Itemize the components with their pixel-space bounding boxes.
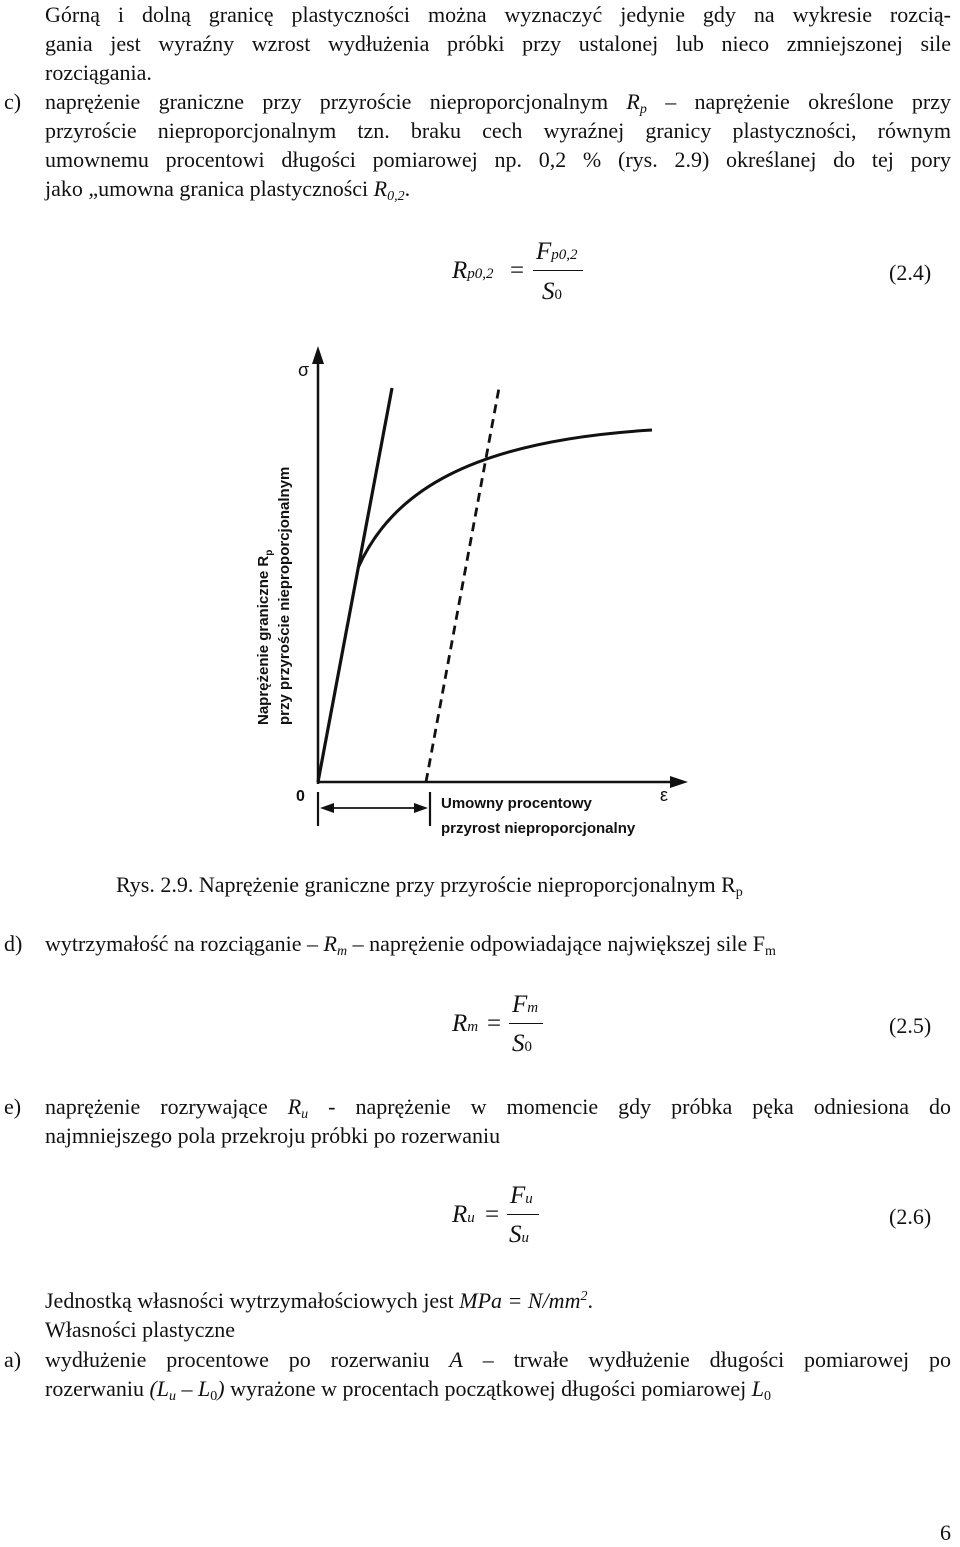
item-a-line-1: wydłużenie procentowe po rozerwaniu A – trwałe wydłużenie długości pomiarowej po bbox=[45, 1347, 951, 1372]
plastic-properties-heading: Własności plastyczne bbox=[45, 1317, 235, 1342]
eq26-numerator: Fu bbox=[510, 1182, 533, 1209]
figure-caption: Rys. 2.9. Naprężenie graniczne przy przyroście nieproporcjonalnym $R_p$ bbox=[116, 872, 743, 900]
item-c-line-2: przyroście nieproporcjonalnym tzn. braku cech wyraźnej granicy plastyczności, równym bbox=[45, 118, 951, 143]
eq26-fraction-bar bbox=[507, 1214, 539, 1215]
symbol-r: R bbox=[626, 89, 640, 114]
elastic-line bbox=[318, 388, 392, 782]
item-d-label: d) bbox=[4, 931, 23, 956]
sigma-label: σ bbox=[298, 360, 310, 380]
item-e-line-1: naprężenie rozrywające $R_u$ - naprężenie w momencie gdy próbka pęka odniesiona do bbox=[45, 1094, 952, 1122]
eq26-number: (2.6) bbox=[889, 1204, 932, 1229]
item-a-line-2: rozerwaniu $(L_u - L_0)$ wyrażone w procentach początkowej długości pomiarowej $L_0$ bbox=[45, 1376, 772, 1404]
eq25-lhs: Rm bbox=[452, 1010, 479, 1037]
x-label-line-2: przyrost nieproporcjonalny bbox=[441, 820, 636, 837]
stress-strain-curve bbox=[358, 430, 652, 568]
eq25-fraction-bar bbox=[509, 1023, 543, 1024]
item-c-line-3: umownemu procentowi długości pomiarowej np. 0,2 % (rys. 2.9) określanej do tej pory bbox=[45, 147, 951, 172]
intro-line-3: rozciągania. bbox=[45, 60, 152, 85]
bracket-right-arrow bbox=[414, 803, 428, 813]
y-label-line-1: Naprężenie graniczne $R_p$ bbox=[255, 549, 275, 725]
epsilon-label: ε bbox=[660, 785, 669, 805]
eq26-lhs: Ru bbox=[452, 1201, 475, 1228]
eq26-denominator: Su bbox=[509, 1221, 529, 1248]
eq24-numerator: Fp0,2 bbox=[536, 238, 578, 265]
eq24-denominator: S0 bbox=[542, 278, 562, 305]
bracket-left-arrow bbox=[320, 803, 334, 813]
intro-line-2: gania jest wyraźny wzrost wydłużenia próbki przy ustalonej lub nieco zmniejszonej sile bbox=[45, 31, 951, 56]
item-c-line-1: naprężenie graniczne przy przyroście nieproporcjonalnym $R_p$ – naprężenie określone przy bbox=[45, 89, 951, 117]
y-label-line-2: przy przyroście nieproporcjonalnym bbox=[276, 466, 293, 725]
item-d-line: wytrzymałość na rozciąganie – $R_m$ – naprężenie odpowiadające największej sile $F_m$ bbox=[45, 931, 776, 959]
eq25-numerator: Fm bbox=[512, 991, 539, 1018]
y-axis-arrow bbox=[312, 346, 324, 364]
item-e-line-2: najmniejszego pola przekroju próbki po rozerwaniu bbox=[45, 1123, 501, 1148]
eq25-number: (2.5) bbox=[889, 1013, 932, 1038]
item-c-line-4: jako „umowna granica plastyczności $R_{0,2}$. bbox=[45, 176, 411, 204]
eq24-number: (2.4) bbox=[889, 260, 932, 285]
page-number: 6 bbox=[940, 1520, 951, 1545]
item-a-label: a) bbox=[4, 1347, 22, 1372]
item-e-label: e) bbox=[4, 1094, 22, 1119]
x-label-line-1: Umowny procentowy bbox=[441, 795, 592, 812]
intro-line-1: Górną i dolną granicę plastyczności można wyznaczyć jedynie gdy na wykresie rozcią- bbox=[45, 2, 951, 27]
x-axis-arrow bbox=[670, 776, 688, 788]
eq25-equals: = bbox=[487, 1010, 502, 1037]
eq25-denominator: S0 bbox=[512, 1030, 532, 1057]
eq24-equals: = bbox=[510, 257, 525, 284]
origin-label: 0 bbox=[296, 788, 305, 805]
offset-dashed-line bbox=[426, 388, 499, 782]
eq24-lhs: Rp0,2 bbox=[452, 257, 494, 284]
item-c-label: c) bbox=[4, 89, 22, 114]
eq26-equals: = bbox=[485, 1201, 500, 1228]
units-line: Jednostką własności wytrzymałościowych jest MPa = $N/mm^2$. bbox=[45, 1288, 593, 1313]
